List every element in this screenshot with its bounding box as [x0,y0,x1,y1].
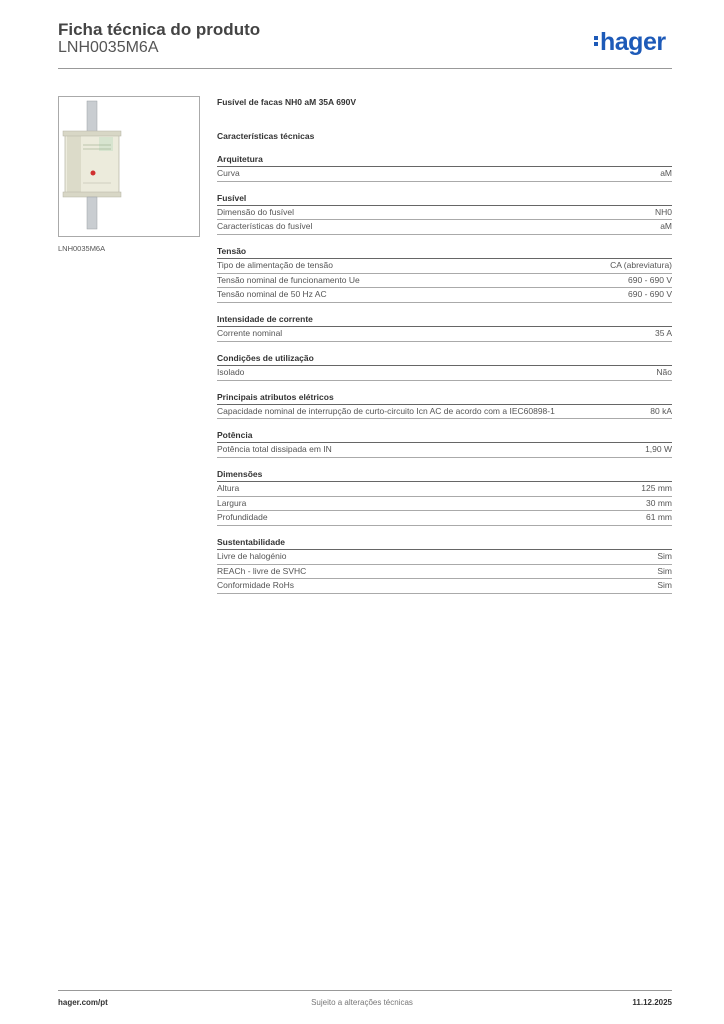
spec-group-title: Potência [217,429,672,443]
spec-label: Capacidade nominal de interrupção de curto-circuito Icn AC de acordo com a IEC60898-1 [217,405,555,416]
spec-value: 61 mm [646,512,672,523]
spec-group-title: Tensão [217,245,672,259]
spec-row [217,565,672,580]
spec-value: 80 kA [650,405,672,416]
spec-row [217,327,672,342]
document-title: Ficha técnica do produto [58,20,261,39]
spec-row [217,550,672,565]
spec-group [217,468,672,526]
spec-groups [217,153,672,594]
spec-group-title: Condições de utilização [217,352,672,366]
spec-group [217,245,672,303]
spec-value: aM [660,168,672,178]
spec-value: CA (abreviatura) [610,260,672,271]
spec-label: Isolado [217,366,245,377]
spec-group-title: Arquitetura [217,153,672,167]
product-code: LNH0035M6A [58,39,159,56]
tech-heading: Características técnicas [217,131,315,141]
spec-group [217,192,672,235]
spec-value: 35 A [654,328,672,339]
spec-group [217,313,672,342]
header-divider [58,68,672,69]
image-caption: LNH0035M6A [58,244,106,253]
spec-row [217,405,672,420]
spec-label: Corrente nominal [217,328,283,339]
spec-group [217,153,672,182]
spec-value: NH0 [654,206,672,217]
spec-content [217,95,672,594]
spec-label: Características do fusível [217,221,313,232]
spec-row [217,443,672,458]
spec-row [217,579,672,594]
spec-label: Conformidade RoHs [217,580,295,591]
spec-row [217,288,672,303]
spec-row [217,220,672,235]
footer-divider [58,990,672,991]
footer-date: 11.12.2025 [632,998,672,1007]
spec-value: 690 - 690 V [628,274,672,285]
spec-row [217,259,672,274]
spec-group-title: Principais atributos elétricos [217,391,672,405]
spec-row [217,482,672,497]
spec-row [217,497,672,512]
fuse-illustration-icon [59,97,199,236]
spec-row [217,274,672,289]
spec-value: 690 - 690 V [628,289,672,300]
spec-group-title: Intensidade de corrente [217,313,672,327]
footer-website-link[interactable]: hager.com/pt [58,998,108,1007]
spec-group-title: Sustentabilidade [217,536,672,550]
spec-label: Tensão nominal de 50 Hz AC [217,289,327,300]
spec-value: Sim [657,580,672,591]
product-image [58,96,200,237]
spec-row [217,206,672,221]
spec-label: Tipo de alimentação de tensão [217,260,333,271]
logo-text: hager [600,28,666,56]
spec-label: Livre de halogénio [217,550,287,561]
product-name: Fusível de facas NH0 aM 35A 690V [217,97,357,107]
spec-value: Sim [657,550,672,561]
spec-label: Dimensão do fusível [217,206,295,217]
logo-dots-icon [594,34,599,48]
hager-logo [594,28,666,57]
spec-label: Altura [217,482,240,493]
spec-group-title: Fusível [217,192,672,206]
spec-label: Profundidade [217,512,268,523]
spec-label: Tensão nominal de funcionamento Ue [217,274,360,285]
spec-value: aM [660,221,672,232]
spec-row [217,167,672,182]
spec-group [217,429,672,458]
spec-label: Potência total dissipada em IN [217,444,332,455]
spec-value: Não [656,366,672,377]
spec-group [217,536,672,594]
spec-group [217,391,672,420]
spec-row [217,511,672,526]
spec-label: Largura [217,497,247,508]
spec-label: Curva [217,168,240,178]
spec-group-title: Dimensões [217,468,672,482]
spec-row [217,366,672,381]
spec-group [217,352,672,381]
spec-value: Sim [657,565,672,576]
spec-label: REACh - livre de SVHC [217,565,307,576]
footer-note: Sujeito a alterações técnicas [311,998,413,1007]
spec-value: 30 mm [646,497,672,508]
spec-value: 125 mm [641,482,672,493]
spec-value: 1,90 W [645,444,672,455]
